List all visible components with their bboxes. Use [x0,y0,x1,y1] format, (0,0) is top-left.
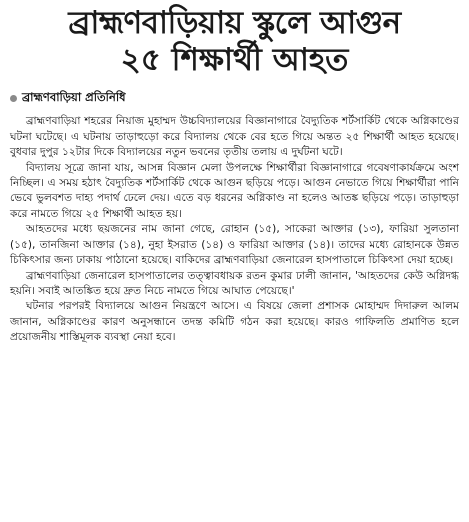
bullet-icon [10,95,17,102]
headline [10,6,459,77]
paragraph-1: ব্রাহ্মণবাড়িয়া শহরের নিয়াজ মুহাম্মদ উচ্চবিদ্যালয়ের বিজ্ঞানাগারে বৈদ্যুতিক শর্টসার্কিট থেকে অগ্নিকাণ্ডের ঘটনা ঘটেছে। এ ঘটনায় তাড়াহুড়ো করে বিদ্যালয় থেকে বের হতে গিয়ে অন্তত ২৫ শিক্ষার্থী আহত হয়েছে। বুধবার দুপুর ১২টার দিকে বিদ্যালয়ের নতুন ভবনের তৃতীয় তলায় এ দুর্ঘটনা ঘটে। [10,115,459,159]
paragraph-5: ঘটনার পরপরই বিদ্যালয়ে আগুন নিয়ন্ত্রণে আসে। এ বিষয়ে জেলা প্রশাসক মোহাম্মদ দিদারুল আলম জানান, অগ্নিকাণ্ডের কারণ অনুসন্ধানে তদন্ত কমিটি গঠন করা হয়েছে। কারও গাফিলতি প্রমাণিত হলে প্রয়োজনীয় শাস্তিমূলক ব্যবস্থা নেয়া হবে। [10,300,459,344]
paragraph-2: বিদ্যালয় সূত্রে জানা যায়, আসন্ন বিজ্ঞান মেলা উপলক্ষে শিক্ষার্থীরা বিজ্ঞানাগারে গবেষণাকার্যক্রমে অংশ নিচ্ছিল। এ সময় হঠাৎ বৈদ্যুতিক শর্টসার্কিট থেকে আগুন ছড়িয়ে পড়ে। আগুন নেভাতে গিয়ে শিক্ষার্থীরা পানি ভেবে ভুলবশত দাহ্য পদার্থ ঢেলে দেয়। এতে বড় ধরনের অগ্নিকাণ্ড না হলেও আতঙ্ক ছড়িয়ে পড়ে। তাড়াহুড়া করে নামতে গিয়ে ২৫ শিক্ষার্থী আহত হয়। [10,161,459,220]
article-body [10,114,459,345]
byline-text: ব্রাহ্মণবাড়িয়া প্রতিনিধি [22,90,126,105]
byline [10,89,459,108]
paragraph-3: আহতদের মধ্যে ছয়জনের নাম জানা গেছে, রোহান (১৫), সাকেরা আক্তার (১৩), ফারিয়া সুলতানা (১৫), তানজিনা আক্তার (১৪), নুহা ইসরাত (১৪) ও ফারিয়া আক্তার (১৪)। তাদের মধ্যে রোহানকে উন্নত চিকিৎসার জন্য ঢাকায় পাঠানো হয়েছে। বাকিদের ব্রাহ্মণবাড়িয়া জেনারেল হাসপাতালে চিকিৎসা দেয়া হচ্ছে। [10,223,459,267]
headline-line-2: ২৫ শিক্ষার্থী আহত [120,41,349,78]
paragraph-4: ব্রাহ্মণবাড়িয়া জেনারেল হাসপাতালের তত্ত্বাবধায়ক রতন কুমার ঢালী জানান, 'আহতদের কেউ অগ্নিদগ্ধ হয়নি। সবাই আতঙ্কিত হয়ে দ্রুত নিচে নামতে গিয়ে আঘাত পেয়েছে।' [10,269,459,297]
headline-line-1: ব্রাহ্মণবাড়িয়ায় স্কুলে আগুন [68,5,401,41]
